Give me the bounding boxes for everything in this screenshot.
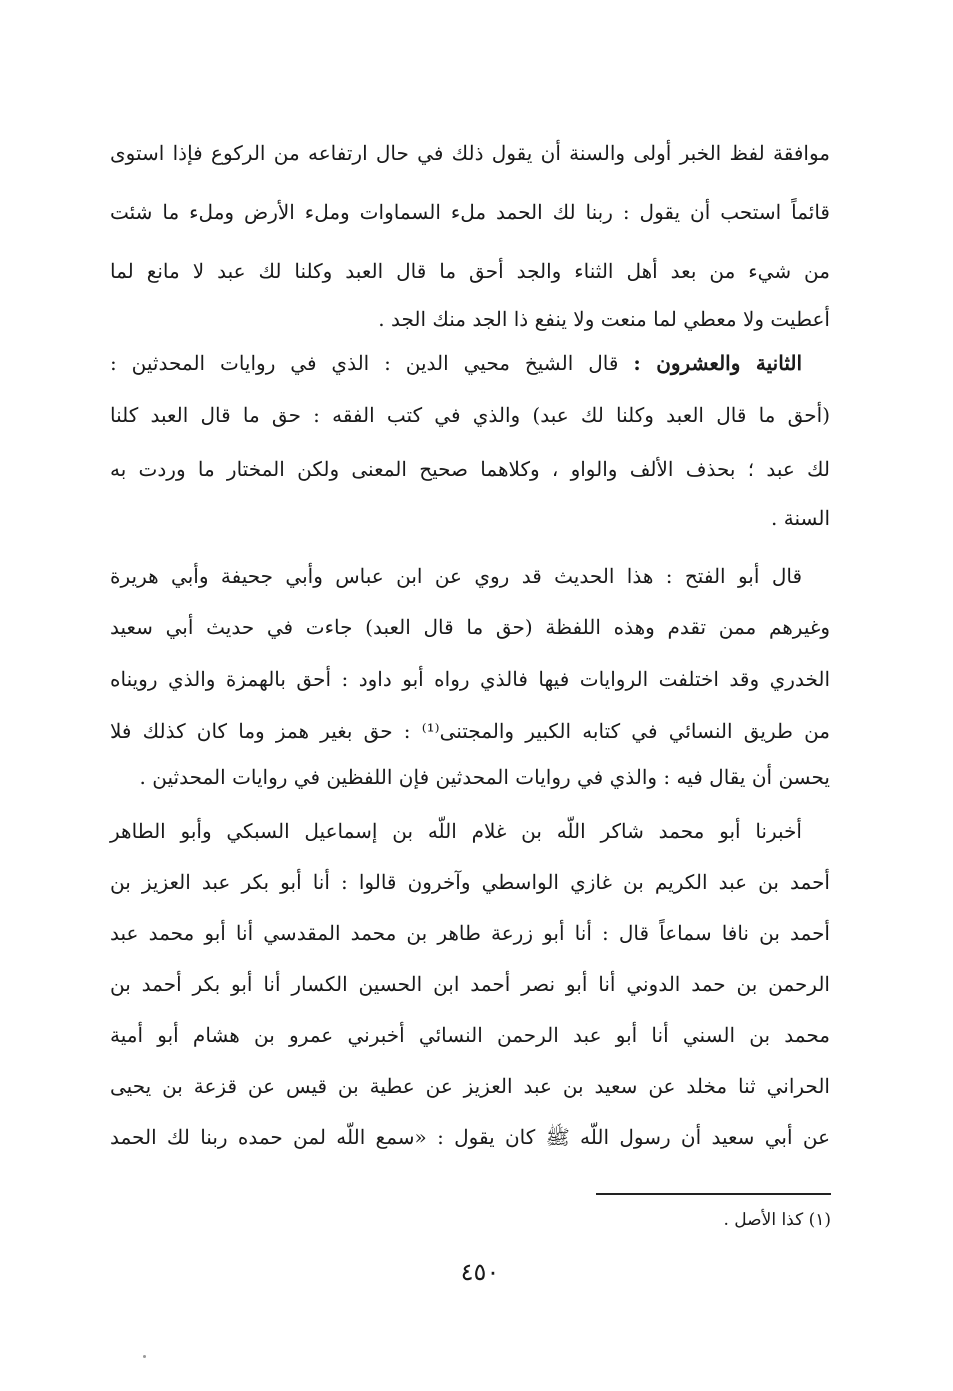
text-line: موافقة لفظ الخبر أولى والسنة أن يقول ذلك في حال ارتفاعه من الركوع فإذا استوى xyxy=(110,141,830,165)
text-line: أحمد بن نافا سماعاً قال : أنا أبو زرعة طاهر بن محمد المقدسي أنا أبو محمد عبد xyxy=(110,921,830,945)
heading-continuation: قال الشيخ محيي الدين : الذي في روايات المحدثين : xyxy=(110,351,619,375)
scan-speck xyxy=(143,1355,146,1358)
page-number: ٤٥٠ xyxy=(460,1258,500,1286)
text-line: لك عبد ؛ بحذف الألف والواو ، وكلاهما صحيح المعنى ولكن المختار ما وردت به xyxy=(110,457,830,481)
text-line: الحراني ثنا مخلد عن سعيد بن عبد العزيز عن عطية بن قيس عن قزعة بن يحيى xyxy=(110,1074,830,1098)
footnote: (١) كذا الأصل . xyxy=(723,1210,831,1230)
text-line: وغيرهم ممن تقدم وهذه اللفظة (حق ما قال العبد) جاءت في حديث أبي سعيد xyxy=(110,615,830,639)
section-heading: الثانية والعشرون : xyxy=(633,351,803,375)
text-line: محمد بن السني أنا أبو عبد الرحمن النسائي أخبرني عمرو بن هشام أبو أمية xyxy=(110,1023,830,1047)
footnote-separator xyxy=(596,1193,831,1195)
text-line: عن أبي سعيد أن رسول اللّه ﷺ كان يقول : «سمع اللّه لمن حمده ربنا لك الحمد xyxy=(110,1125,830,1149)
text-line: من شيء من بعد أهل الثناء والجد أحق ما قال العبد وكلنا لك عبد لا مانع لما xyxy=(110,259,830,283)
text-line: (أحق ما قال العبد وكلنا لك عبد) والذي في كتب الفقه : حق ما قال العبد كلنا xyxy=(110,403,830,427)
text-line: أخبرنا أبو محمد شاكر اللّه بن غلام اللّه بن إسماعيل السبكي وأبو الطاهر xyxy=(110,819,802,843)
text-line: السنة . xyxy=(771,506,830,530)
text-line: الخدري وقد اختلفت الروايات فيها فالذي رواه أبو داود : أحق بالهمزة والذي رويناه xyxy=(110,667,830,691)
text-line: أحمد بن عبد الكريم بن غازي الواسطي وآخرون قالوا : أنا أبو بكر عبد العزيز بن xyxy=(110,870,830,894)
text-line xyxy=(110,343,830,383)
text-line: قائماً استحب أن يقول : ربنا لك الحمد ملء السماوات وملء الأرض وملء ما شئت xyxy=(110,200,830,224)
text-line: الرحمن بن حمد الدوني أنا أبو نصر أحمد ابن الحسين الكسار أنا أبو بكر أحمد بن xyxy=(110,972,830,996)
text-line: من طريق النسائي في كتابه الكبير والمجتنى⁽¹⁾ : حق بغير همز وما كان كذلك فلا xyxy=(110,719,831,743)
text-line: قال أبو الفتح : هذا الحديث قد روي عن ابن عباس وأبي جحيفة وأبي هريرة xyxy=(110,564,802,588)
text-line: يحسن أن يقال فيه : والذي في روايات المحدثين فإن اللفظين في روايات المحدثين . xyxy=(139,765,830,789)
text-line: أعطيت ولا معطي لما منعت ولا ينفع ذا الجد منك الجد . xyxy=(378,307,830,331)
